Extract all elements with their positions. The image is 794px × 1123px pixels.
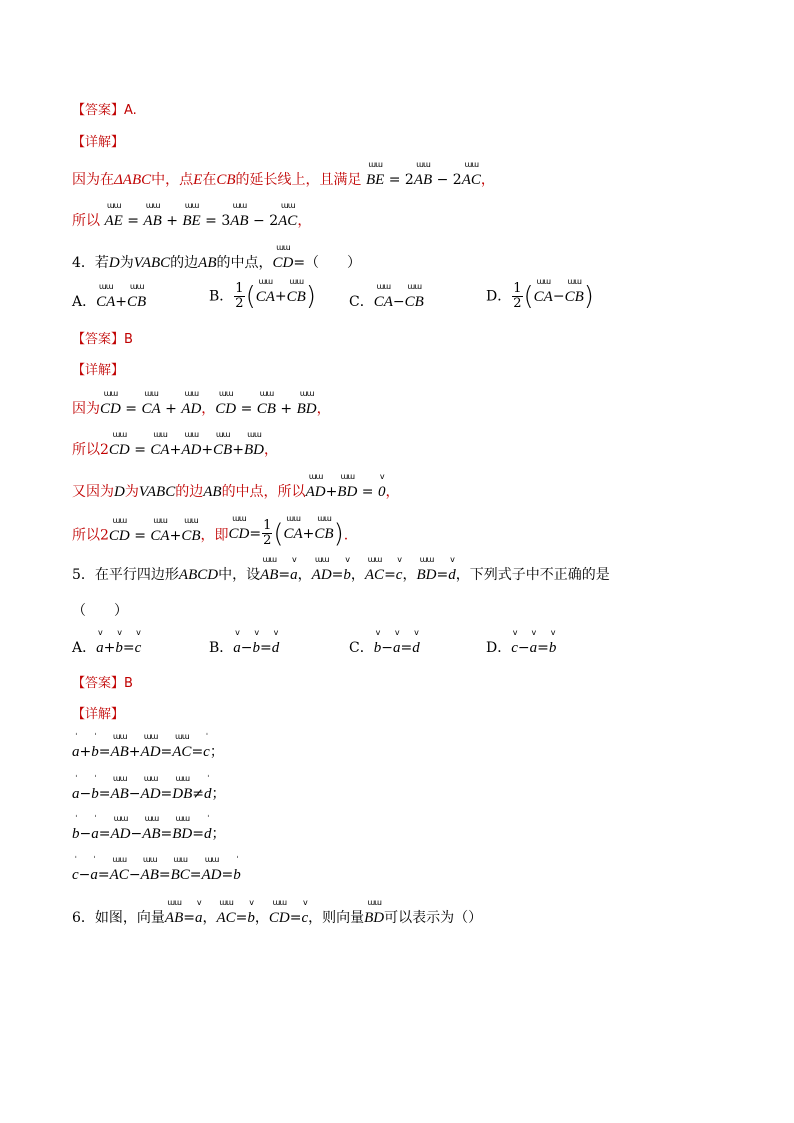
q5-option-d[interactable]: D．v c−v a=v b bbox=[486, 638, 556, 658]
q5-paren: （ ） bbox=[72, 603, 128, 619]
q3-detail-line2: 所以 ɯɯ AE = ɯɯ AB + ɯɯ BE = 3ɯɯ AB − 2ɯɯ AC， bbox=[72, 211, 311, 231]
q4-option-b[interactable]: B． $\frac{1}{2}$ (ɯɯ CA+ɯɯ CB) bbox=[209, 282, 316, 311]
q3-detail-line1: 因为在ΔABC中，点E在CB的延长线上，且满足 ɯɯ BE = 2ɯɯ AB − 2ɯɯ AC， bbox=[72, 170, 495, 190]
q4-option-d[interactable]: D． $\frac{1}{2}$ (ɯɯ CA−ɯɯ CB) bbox=[486, 282, 594, 311]
q5-detail-line2: ˈ a−ˈ b=ɯɯ AB−ɯɯ AD=ɯɯ DB≠ˈ d； bbox=[72, 784, 226, 804]
q4-stem: 4．若D为VABC的边AB的中点，ɯɯ CD=（ ） bbox=[72, 253, 361, 273]
q3-answer-line bbox=[72, 101, 137, 121]
q4-detail-line3: 又因为D为VABC的边AB的中点，所以ɯɯ AD+ɯɯ BD = v 0， bbox=[72, 482, 399, 502]
q4-answer-line: 【答案】B bbox=[72, 332, 133, 347]
q5-answer: B bbox=[124, 676, 133, 691]
q3-detail-label: 【详解】 bbox=[72, 135, 125, 150]
q4-detail-line1: 因为ɯɯ CD = ɯɯ CA + ɯɯ AD，ɯɯ CD = ɯɯ CB + ɯɯ BD， bbox=[72, 399, 331, 419]
q4-detail-line2: 所以2ɯɯ CD = ɯɯ CA+ɯɯ AD+ɯɯ CB+ɯɯ BD， bbox=[72, 440, 278, 460]
q5-answer-line: 【答案】B bbox=[72, 676, 133, 691]
q5-option-c[interactable]: C．v b−v a=v d bbox=[349, 638, 420, 658]
q4-detail-line4: 所以2ɯɯ CD = ɯɯ CA+ɯɯ CB，即ɯɯ CD= $\frac{1}{2}$ (ɯɯ CA+ɯɯ CB). bbox=[72, 521, 348, 550]
q5-stem: 5．在平行四边形ABCD中，设ɯɯ AB=v a，ɯɯ AD=v b，ɯɯ AC=v c，ɯɯ BD=v d，下列式子中不正确的是 bbox=[72, 565, 610, 585]
q5-detail-label: 【详解】 bbox=[72, 707, 125, 722]
vec-AC: ɯɯ AC bbox=[462, 170, 481, 190]
q5-detail-line4: ˈ c−ˈ a=ɯɯ AC−ɯɯ AB=ɯɯ BC=ɯɯ AD=ˈ b bbox=[72, 865, 241, 885]
answer-label: 【答案】 bbox=[72, 103, 125, 118]
q4-option-a[interactable]: A．ɯɯ CA+ɯɯ CB bbox=[72, 292, 146, 312]
q4-option-c[interactable]: C．ɯɯ CA−ɯɯ CB bbox=[349, 292, 424, 312]
q4-detail-label: 【详解】 bbox=[72, 363, 125, 378]
vec-AB: ɯɯ AB bbox=[414, 170, 432, 190]
q6-stem: 6．如图，向量ɯɯ AB=v a，ɯɯ AC=v b，ɯɯ CD=v c，则向量ɯɯ BD可以表示为（） bbox=[72, 908, 482, 928]
q5-option-b[interactable]: B．v a−v b=v d bbox=[209, 638, 279, 658]
q5-detail-line3: ˈ b−ˈ a=ɯɯ AD−ɯɯ AB=ɯɯ BD=ˈ d； bbox=[72, 824, 226, 844]
vec-BE: ɯɯ BE bbox=[366, 170, 384, 190]
q5-detail-line1: ˈ a+ˈ b=ɯɯ AB+ɯɯ AD=ɯɯ AC=ˈ c； bbox=[72, 742, 224, 762]
q3-answer: A. bbox=[124, 103, 137, 118]
q4-answer: B bbox=[124, 332, 133, 347]
q5-option-a[interactable]: A．v a+v b=v c bbox=[72, 638, 141, 658]
